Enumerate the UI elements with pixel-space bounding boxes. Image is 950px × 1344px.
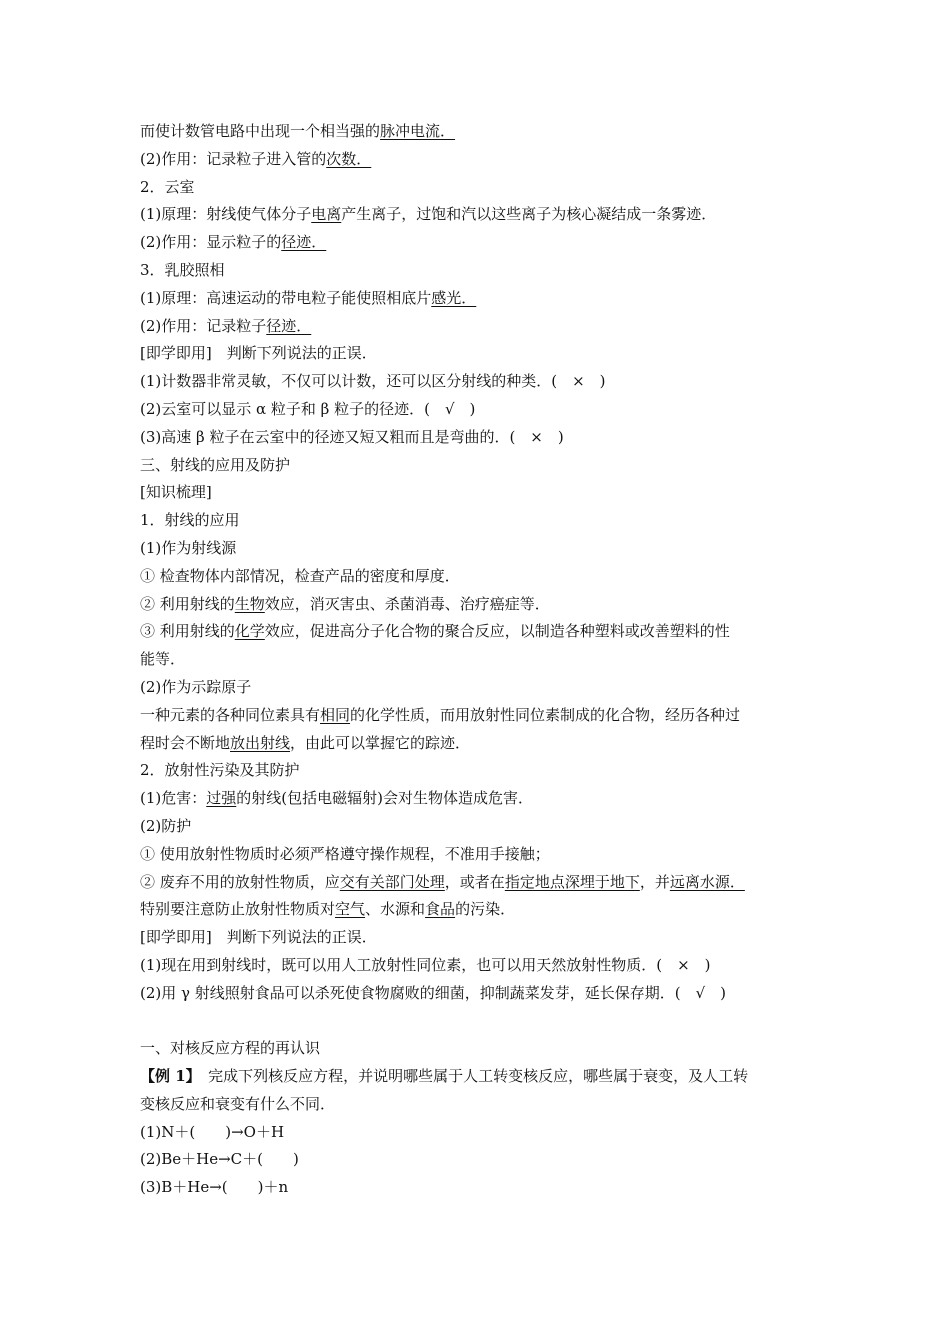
text-span: ，或者在 bbox=[444, 872, 505, 891]
text-span: 2．放射性污染及其防护 bbox=[140, 761, 300, 780]
text-line bbox=[140, 424, 840, 452]
text-line bbox=[140, 924, 840, 952]
text-span: 一种元素的各种同位素具有 bbox=[140, 705, 321, 724]
answer-underline: 相同 bbox=[320, 705, 351, 724]
text-span: 2．云室 bbox=[140, 177, 195, 196]
text-line bbox=[140, 896, 840, 924]
text-span: (2)作用：显示粒子的 bbox=[140, 233, 282, 252]
text-line bbox=[140, 674, 840, 702]
text-line bbox=[140, 479, 840, 507]
answer-underline: 脉冲电流． bbox=[380, 122, 456, 140]
text-span: 完成下列核反应方程，并说明哪些属于人工转变核反应，哪些属于衰变，及人工转 bbox=[193, 1067, 749, 1086]
text-line bbox=[140, 618, 840, 646]
text-span: 特别要注意防止放射性物质对 bbox=[140, 900, 336, 919]
answer-underline: 电离 bbox=[311, 205, 342, 224]
text-span: 变核反应和衰变有什么不同． bbox=[140, 1094, 336, 1113]
text-line bbox=[140, 1174, 840, 1202]
text-line bbox=[140, 591, 840, 619]
text-span: 而使计数管电路中出现一个相当强的 bbox=[140, 122, 381, 140]
text-line bbox=[140, 285, 840, 313]
text-span: 3．乳胶照相 bbox=[140, 260, 225, 279]
text-line bbox=[140, 257, 840, 285]
text-line bbox=[140, 702, 840, 730]
answer-underline: 感光． bbox=[431, 288, 477, 307]
answer-underline: 交有关部门处理 bbox=[339, 872, 445, 891]
text-line bbox=[140, 368, 840, 396]
text-line bbox=[140, 174, 840, 202]
text-span: (1)计数器非常灵敏，不仅可以计数，还可以区分射线的种类．( × ) bbox=[140, 372, 606, 391]
text-line bbox=[140, 841, 840, 869]
text-span: (2)作用：记录粒子 bbox=[140, 316, 267, 335]
text-span: 、水源和 bbox=[365, 900, 426, 919]
text-span: (3)高速 β 粒子在云室中的径迹又短又粗而且是弯曲的．( × ) bbox=[140, 427, 564, 446]
text-span: (3)B＋He→( )＋n bbox=[140, 1178, 289, 1197]
text-span: (2)作用：记录粒子进入管的 bbox=[140, 149, 327, 168]
text-span: (2)作为示踪原子 bbox=[140, 677, 252, 696]
text-span: 三、射线的应用及防护 bbox=[140, 455, 291, 474]
text-line bbox=[140, 813, 840, 841]
text-line bbox=[140, 646, 840, 674]
text-span: (1)作为射线源 bbox=[140, 538, 237, 557]
text-span: (1)N＋( )→O＋H bbox=[140, 1122, 285, 1141]
text-line bbox=[140, 785, 840, 813]
text-span: ，由此可以掌握它的踪迹． bbox=[290, 733, 471, 752]
text-span: 一、对核反应方程的再认识 bbox=[140, 1039, 321, 1058]
text-line bbox=[140, 146, 840, 174]
text-line bbox=[140, 952, 840, 980]
text-line bbox=[140, 1119, 840, 1147]
text-span: (1)原理：射线使气体分子 bbox=[140, 205, 312, 224]
text-line bbox=[140, 201, 840, 229]
text-span: 效应，消灭害虫、杀菌消毒、治疗癌症等． bbox=[264, 594, 550, 613]
text-span: ① 使用放射性物质时必须严格遵守操作规程，不准用手接触； bbox=[140, 844, 550, 863]
text-line bbox=[140, 757, 840, 785]
answer-underline: 食品 bbox=[425, 900, 456, 919]
text-span: ，并 bbox=[639, 872, 670, 891]
text-span: 能等． bbox=[140, 650, 186, 669]
text-span: (1)原理：高速运动的带电粒子能使照相底片 bbox=[140, 288, 432, 307]
text-span: (1)危害： bbox=[140, 789, 207, 808]
text-line bbox=[140, 730, 840, 758]
text-span: 效应，促进高分子化合物的聚合反应，以制造各种塑料或改善塑料的性 bbox=[264, 622, 730, 641]
text-span: [即学即用] 判断下列说法的正误． bbox=[140, 928, 377, 947]
text-span: ① 检查物体内部情况，检查产品的密度和厚度． bbox=[140, 566, 460, 585]
text-span: (2)防护 bbox=[140, 816, 192, 835]
text-span: [知识梳理] bbox=[140, 483, 212, 502]
text-span: (1)现在用到射线时，既可以用人工放射性同位素，也可以用天然放射性物质．( × ) bbox=[140, 955, 711, 974]
text-line bbox=[140, 452, 840, 480]
text-span: 1．射线的应用 bbox=[140, 511, 240, 530]
answer-underline: 指定地点深埋于地下 bbox=[504, 872, 640, 891]
document-page bbox=[140, 118, 840, 1202]
example-label: 【例 1】 bbox=[140, 1067, 194, 1086]
text-line bbox=[140, 340, 840, 368]
text-line bbox=[140, 1063, 840, 1091]
text-line bbox=[140, 229, 840, 257]
answer-underline: 空气 bbox=[335, 900, 366, 919]
answer-underline: 生物 bbox=[234, 594, 265, 613]
text-span: (2)Be＋He→C＋( ) bbox=[140, 1150, 299, 1169]
text-line bbox=[140, 313, 840, 341]
answer-underline: 远离水源． bbox=[669, 872, 745, 891]
text-line bbox=[140, 535, 840, 563]
text-span: (2)云室可以显示 α 粒子和 β 粒子的径迹．( √ ) bbox=[140, 399, 476, 418]
text-line bbox=[140, 980, 840, 1008]
text-span: 的射线(包括电磁辐射)会对生物体造成危害． bbox=[236, 789, 533, 808]
answer-underline: 径迹． bbox=[266, 316, 312, 335]
text-span: ② 废弃不用的放射性物质，应 bbox=[140, 872, 340, 891]
text-line bbox=[140, 1035, 840, 1063]
text-span: 产生离子，过饱和汽以这些离子为核心凝结成一条雾迹． bbox=[341, 205, 717, 224]
answer-underline: 径迹． bbox=[281, 233, 327, 252]
text-line bbox=[140, 1146, 840, 1174]
text-span: 的污染． bbox=[455, 900, 516, 919]
text-line bbox=[140, 118, 840, 146]
text-line bbox=[140, 563, 840, 591]
blank-line bbox=[140, 1008, 840, 1036]
text-span: (2)用 γ 射线照射食品可以杀死使食物腐败的细菌，抑制蔬菜发芽，延长保存期．( √ ) bbox=[140, 983, 727, 1002]
answer-underline: 次数． bbox=[326, 149, 372, 168]
answer-underline: 过强 bbox=[206, 789, 237, 808]
text-line bbox=[140, 1091, 840, 1119]
text-span: [即学即用] 判断下列说法的正误． bbox=[140, 344, 377, 363]
text-line bbox=[140, 396, 840, 424]
text-line bbox=[140, 507, 840, 535]
answer-underline: 放出射线 bbox=[230, 733, 291, 752]
text-span: 的化学性质，而用放射性同位素制成的化合物，经历各种过 bbox=[350, 705, 741, 724]
answer-underline: 化学 bbox=[234, 622, 265, 641]
text-span: 程时会不断地 bbox=[140, 733, 231, 752]
text-span: ③ 利用射线的 bbox=[140, 622, 235, 641]
text-line bbox=[140, 869, 840, 897]
text-span: ② 利用射线的 bbox=[140, 594, 235, 613]
